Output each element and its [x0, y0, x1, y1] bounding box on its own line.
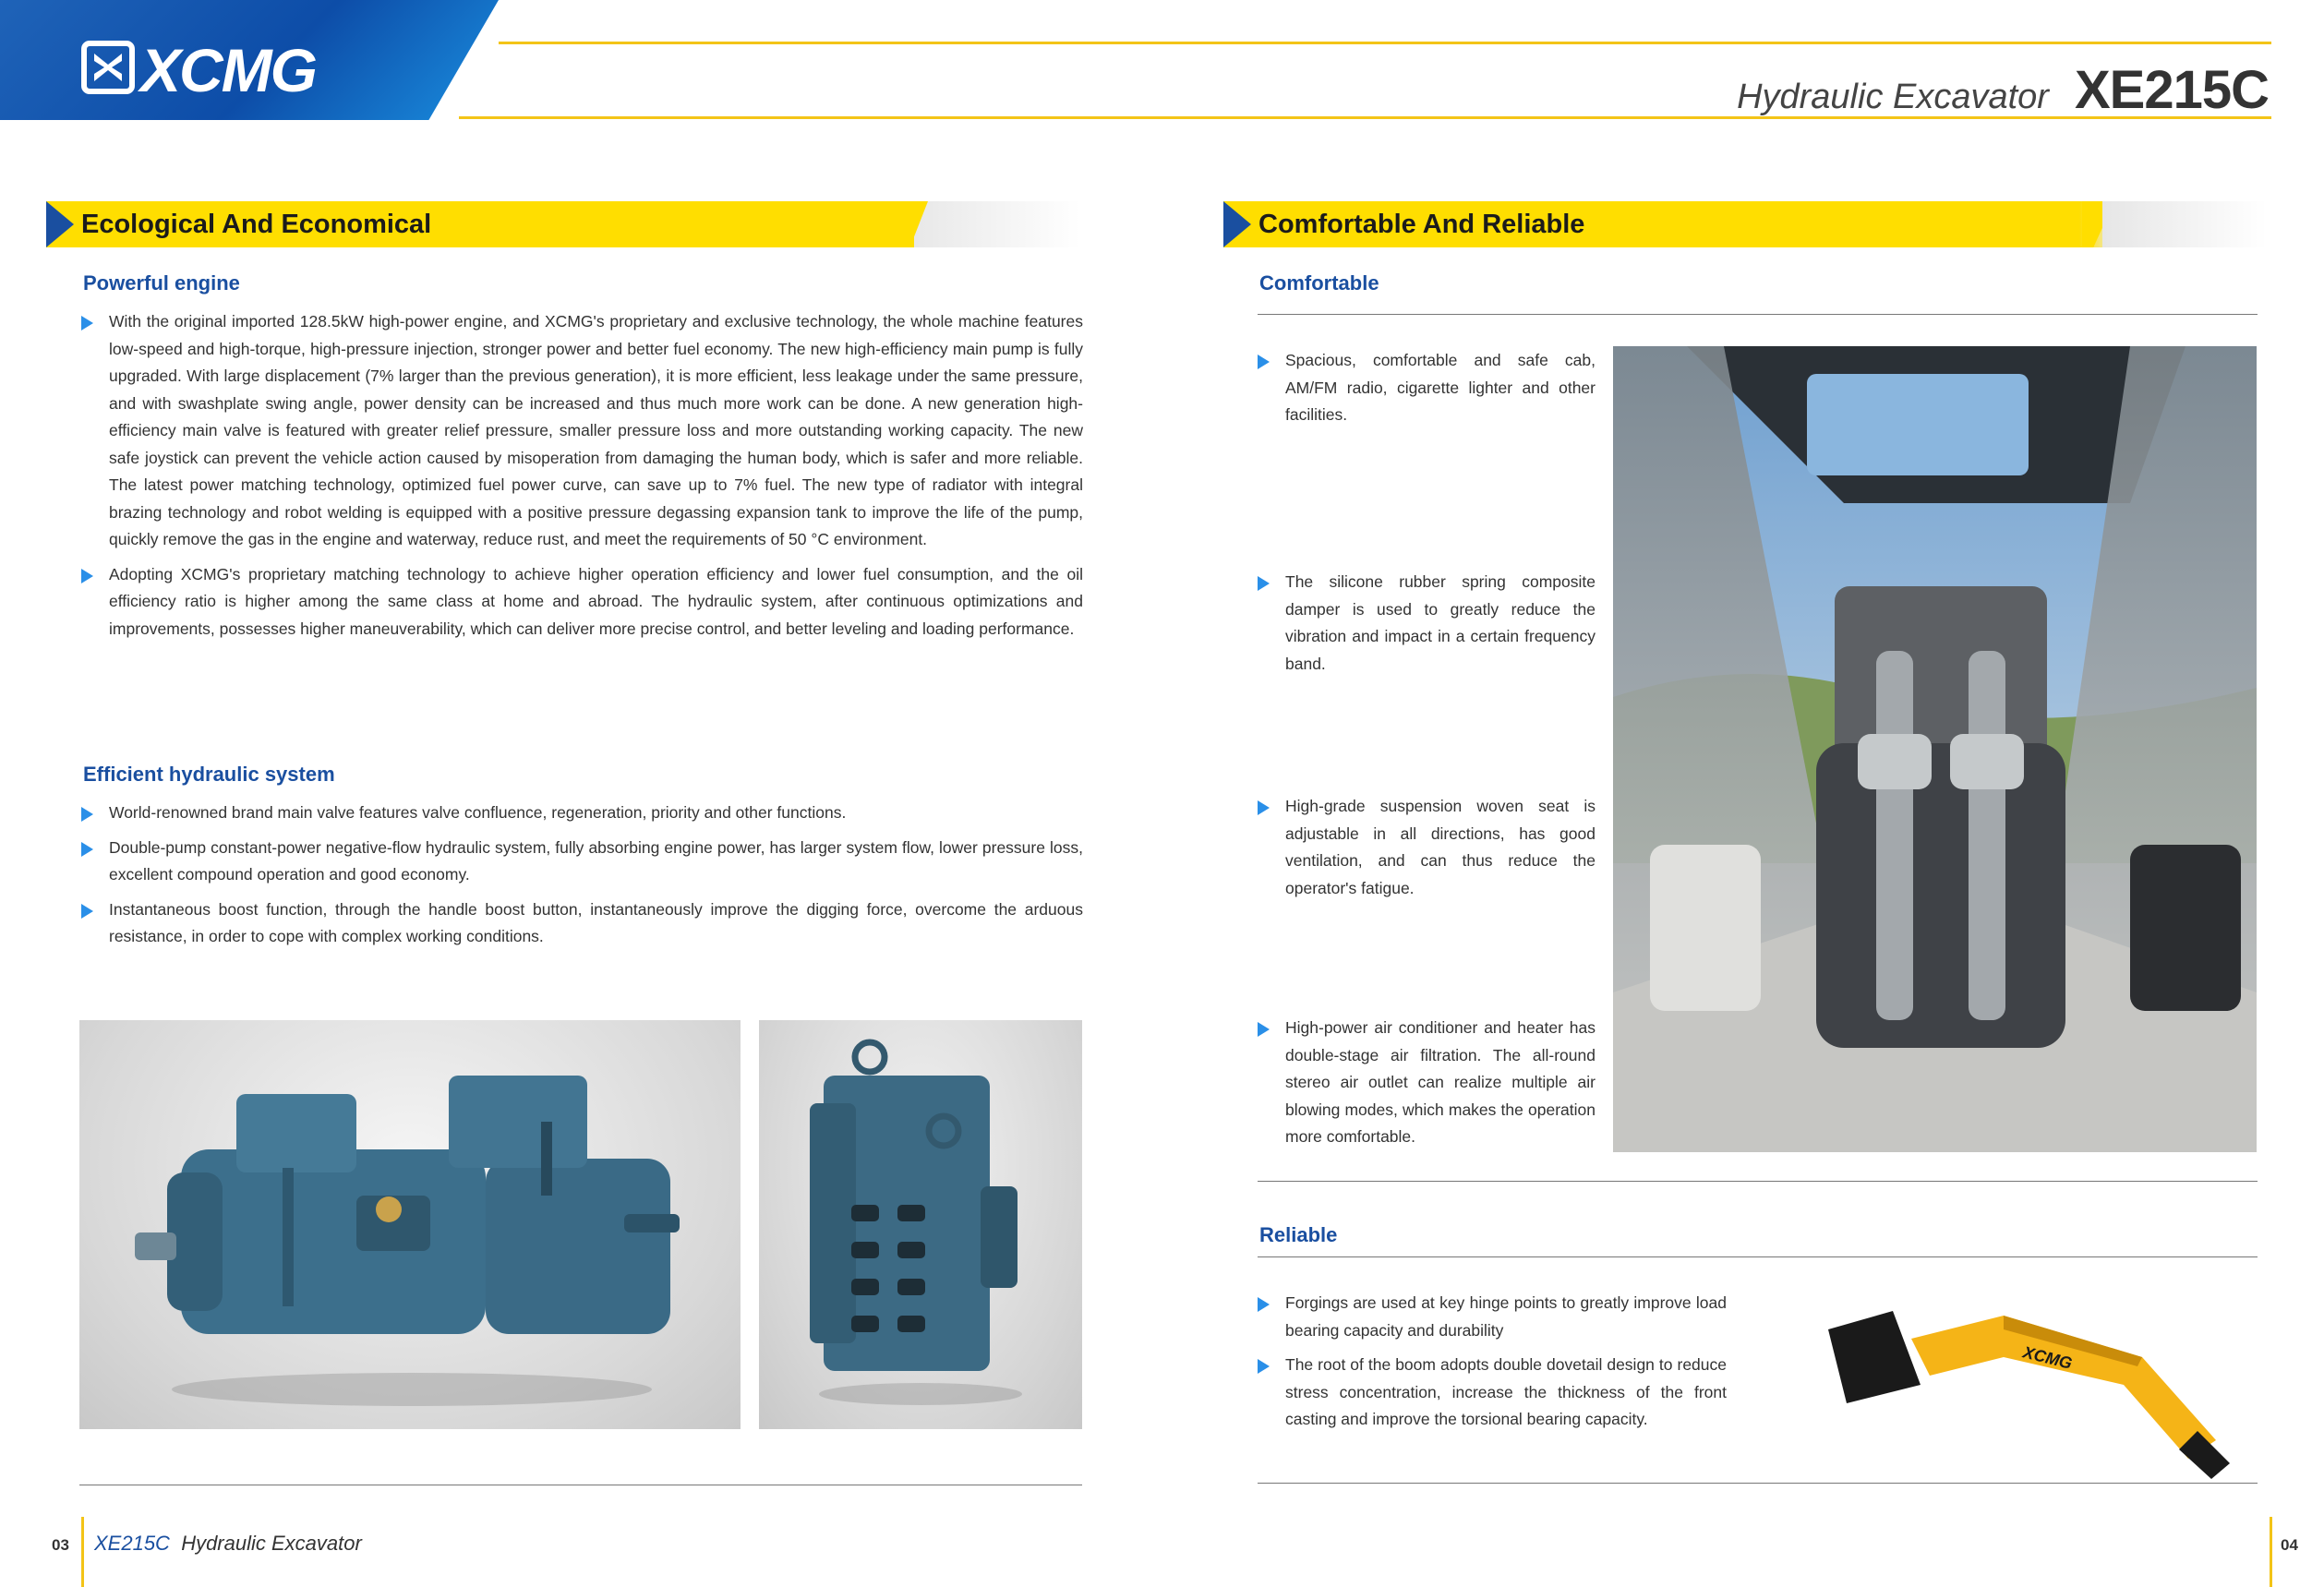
list-item: Double-pump constant-power negative-flow hydraulic system, fully absorbing engine power, has larger system flow, lower pressure loss, excellent compound operation and good economy.	[81, 835, 1083, 889]
boom-arm-icon	[1791, 1274, 2234, 1486]
bullet-arrow-icon	[81, 569, 93, 583]
bullet-arrow-icon	[81, 842, 93, 857]
bullet-arrow-icon	[81, 904, 93, 919]
powerful-engine-list	[81, 308, 1083, 650]
right-banner-title: Comfortable And Reliable	[1258, 210, 1585, 239]
hydraulic-list	[81, 800, 1083, 958]
right-footer-accent	[2270, 1517, 2272, 1587]
bullet-arrow-icon	[81, 807, 93, 822]
bullet-arrow-icon	[1258, 1022, 1270, 1037]
left-page-number: 03	[52, 1536, 69, 1554]
right-page-number: 04	[2281, 1536, 2298, 1554]
list-item: With the original imported 128.5kW high-power engine, and XCMG's proprietary and exclusive technology, the whole machine features low-speed and high-torque, high-pressure injection, stronger power and better fuel economy. The new high-efficiency main pump is fully upgraded. With large displacement (7% larger than the previous generation), it is more efficient, less leakage under the same pressure, and with swashplate swing angle, power density can be increased and thus much more work can be done. A new generation high-efficiency main valve is featured with greater relief pressure, smaller pressure loss and more outstanding working capacity. The new safe joystick can prevent the vehicle action caused by misoperation from damaging the human body, which is safer and more reliable. The latest power matching technology, optimized fuel power curve, can save up to 7% fuel. The new type of radiator with integral brazing technology and robot welding is equipped with a positive pressure degassing expansion tank to improve the life of the pump, quickly remove the gas in the engine and waterway, reduce rust, and meet the requirements of 50 °C environment.	[81, 308, 1083, 554]
left-banner-title: Ecological And Economical	[81, 210, 432, 239]
reliable-list	[1258, 1290, 1727, 1441]
list-item: Forgings are used at key hinge points to greatly improve load bearing capacity and durability	[1258, 1290, 1727, 1344]
reliable-top-rule	[1258, 1181, 2258, 1182]
list-item: High-grade suspension woven seat is adjustable in all directions, has good ventilation, and can thus reduce the operator's fatigue.	[1258, 793, 1595, 902]
boom-image	[1791, 1274, 2234, 1486]
reliable-heading: Reliable	[1259, 1223, 1338, 1246]
list-item: World-renowned brand main valve features valve confluence, regeneration, priority and other functions.	[81, 800, 1083, 827]
left-footer-accent	[81, 1517, 84, 1587]
bullet-arrow-icon	[1258, 1297, 1270, 1312]
cab-interior-icon	[1613, 346, 2257, 1152]
comfortable-heading: Comfortable	[1259, 271, 1379, 295]
powerful-engine-heading: Powerful engine	[83, 271, 240, 295]
bullet-arrow-icon	[81, 316, 93, 331]
comfortable-item-2	[1258, 569, 1595, 685]
bullet-arrow-icon	[1258, 800, 1270, 815]
footer-model: XE215C	[94, 1532, 170, 1555]
cab-interior-image	[1613, 346, 2257, 1152]
bullet-arrow-icon	[1258, 576, 1270, 591]
bullet-arrow-icon	[1258, 355, 1270, 369]
comfortable-item-1	[1258, 347, 1595, 437]
bullet-arrow-icon	[1258, 1359, 1270, 1374]
hydraulic-pump-icon	[79, 1020, 741, 1429]
list-item: Adopting XCMG's proprietary matching technology to achieve higher operation efficiency and lower fuel consumption, and the oil efficiency ratio is higher among the same class at home and abroad. The hydraulic system, after continuous optimizations and improvements, possesses higher maneuverability, which can deliver more precise control, and better leveling and loading performance.	[81, 561, 1083, 643]
boom-brand-text: XCMG	[2021, 1342, 2075, 1373]
comfortable-item-4	[1258, 1015, 1595, 1159]
header-subtitle: Hydraulic Excavator	[1737, 78, 2049, 116]
footer-title	[94, 1532, 362, 1556]
main-valve-image	[759, 1020, 1082, 1429]
left-banner-fade	[914, 201, 1080, 247]
right-banner-arrow-icon	[1223, 201, 1251, 247]
header-model: XE215C	[2074, 60, 2269, 120]
left-banner-arrow-icon	[46, 201, 74, 247]
list-item: Instantaneous boost function, through the handle boost button, instantaneously improve the digging force, overcome the arduous resistance, in order to cope with complex working conditions.	[81, 896, 1083, 951]
comfortable-rule	[1258, 314, 2258, 315]
list-item: The silicone rubber spring composite damper is used to greatly reduce the vibration and impact in a certain frequency band.	[1258, 569, 1595, 678]
list-item: The root of the boom adopts double dovetail design to reduce stress concentration, increase the thickness of the front casting and improve the torsional bearing capacity.	[1258, 1352, 1727, 1434]
hydraulic-heading: Efficient hydraulic system	[83, 763, 335, 786]
brand-logo-text: XCMG	[140, 36, 316, 104]
right-banner-fade	[2102, 201, 2267, 247]
xcmg-logo-icon	[81, 41, 135, 94]
list-item: Spacious, comfortable and safe cab, AM/FM radio, cigarette lighter and other facilities.	[1258, 347, 1595, 429]
header-rule-top	[499, 42, 2271, 44]
list-item: High-power air conditioner and heater has double-stage air filtration. The all-round stereo air outlet can realize multiple air blowing modes, which makes the operation more comfortable.	[1258, 1015, 1595, 1151]
main-pump-image	[79, 1020, 741, 1429]
control-valve-icon	[759, 1020, 1082, 1429]
footer-product: Hydraulic Excavator	[181, 1532, 362, 1555]
right-bottom-rule	[1258, 1483, 2258, 1484]
comfortable-item-3	[1258, 793, 1595, 909]
header-title	[1737, 59, 2269, 121]
reliable-rule	[1258, 1256, 2258, 1257]
